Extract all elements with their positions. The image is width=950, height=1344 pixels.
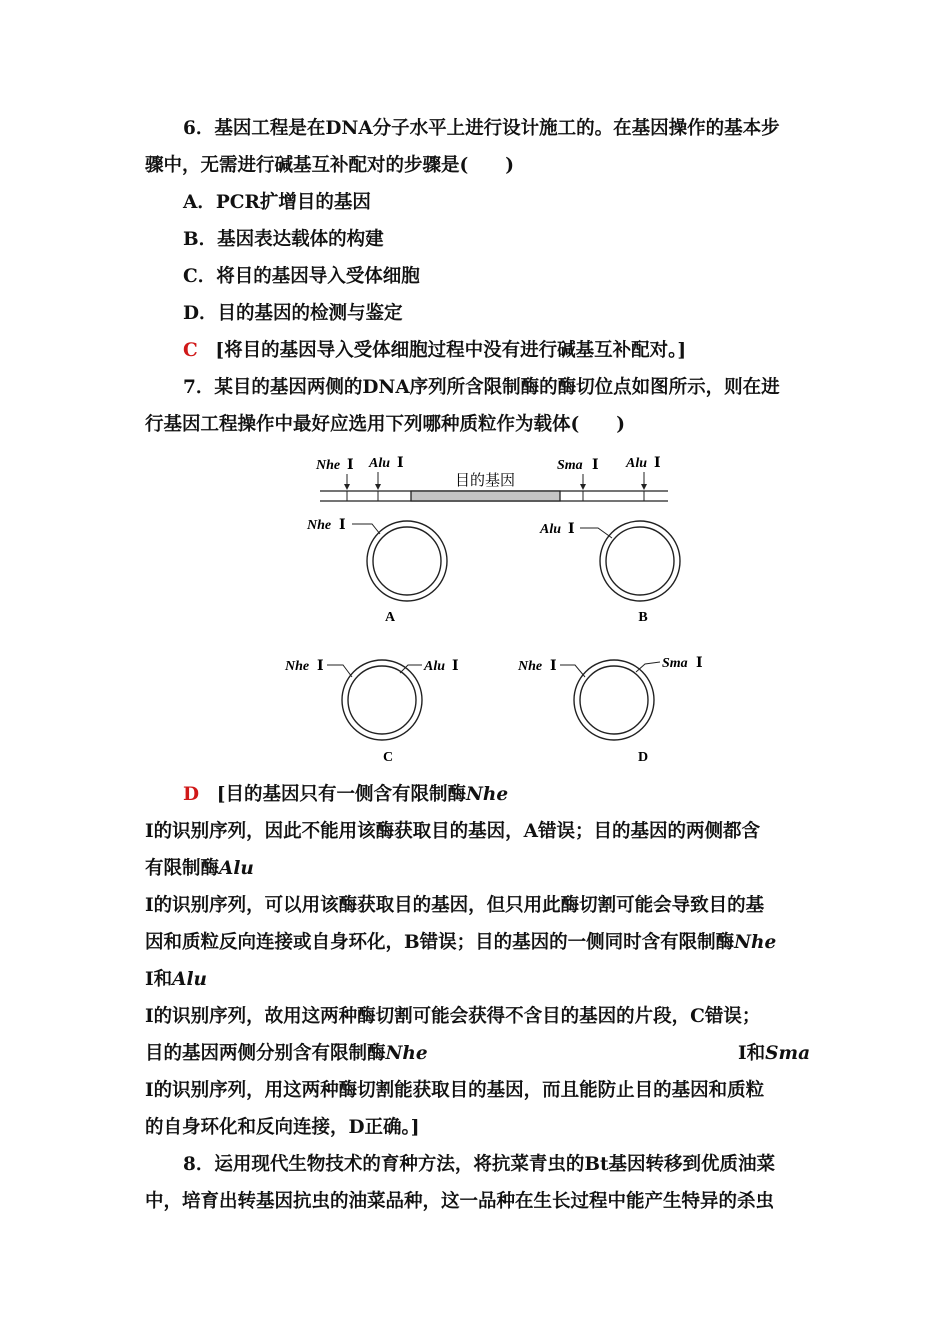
q7-answer-alu-2: Alu xyxy=(172,969,207,990)
target-gene-segment xyxy=(411,491,560,501)
q7-answer-p7: Ⅰ的识别序列，故用这两种酶切割可能会获得不含目的基因的片段，C错误； xyxy=(145,1006,761,1027)
q6-answer-explanation: [将目的基因导入受体细胞过程中没有进行碱基互补配对。] xyxy=(215,340,687,361)
plasmid-b-label: B xyxy=(638,610,648,625)
q7-stem-line1: 7．某目的基因两侧的DNA序列所含限制酶的酶切位点如图所示，则在进 xyxy=(183,377,780,398)
q6-option-c: C．将目的基因导入受体细胞 xyxy=(183,266,420,287)
q7-answer-line5 xyxy=(145,931,776,955)
q7-answer-sma: Sma xyxy=(765,1043,811,1064)
q7-answer-p9: Ⅰ的识别序列，用这两种酶切割能获取目的基因，而且能防止目的基因和质粒 xyxy=(145,1080,765,1101)
plasmid-c-site-nhe: Nhe xyxy=(285,659,310,674)
target-gene-label: 目的基因 xyxy=(454,473,516,489)
site-sma-top xyxy=(557,458,599,490)
plasmid-c-label: C xyxy=(382,750,394,765)
q6-option-b: B．基因表达载体的构建 xyxy=(183,229,384,250)
plasmid-d-site-roman-sma: Ⅰ xyxy=(696,656,703,671)
q7-answer-p5: 因和质粒反向连接或自身环化，B错误；目的基因的一侧同时含有限制酶 xyxy=(145,932,735,953)
plasmid-d xyxy=(517,656,703,765)
plasmid-a-label: A xyxy=(384,610,396,625)
site-nhe-top xyxy=(315,458,354,490)
q7-answer-nhe-1: Nhe xyxy=(465,784,509,805)
plasmid-c-site-roman-nhe: Ⅰ xyxy=(317,659,324,674)
q7-answer-letter: D xyxy=(183,784,200,805)
plasmid-d-site-sma: Sma xyxy=(662,656,688,671)
q7-answer-line8-right xyxy=(738,1042,810,1066)
site-roman-nhe: Ⅰ xyxy=(347,458,354,473)
q7-answer-line6 xyxy=(145,968,207,992)
plasmid-c xyxy=(284,659,459,765)
q7-answer-p10: 的自身环化和反向连接，D正确。] xyxy=(145,1117,420,1138)
site-label-sma: Sma xyxy=(557,458,583,473)
q6-option-d: D．目的基因的检测与鉴定 xyxy=(183,303,403,324)
site-alu-top-left xyxy=(368,456,404,490)
q7-answer-p2: Ⅰ的识别序列，因此不能用该酶获取目的基因，A错误；目的基因的两侧都含 xyxy=(145,821,761,842)
q7-answer-line3 xyxy=(145,857,254,881)
site-roman-alu-left: Ⅰ xyxy=(397,456,404,471)
q7-answer-p8b: Ⅰ和 xyxy=(738,1043,766,1064)
plasmid-d-site-nhe: Nhe xyxy=(518,659,543,674)
site-label-alu-left: Alu xyxy=(369,456,391,471)
plasmid-c-site-roman-alu: Ⅰ xyxy=(452,659,459,674)
plasmid-a-site-roman: Ⅰ xyxy=(339,518,346,533)
q8-stem-line1: 8．运用现代生物技术的育种方法，将抗菜青虫的Bt基因转移到优质油菜 xyxy=(183,1154,776,1175)
plasmid-b-site-roman: Ⅰ xyxy=(568,522,575,537)
q7-answer-alu-1: Alu xyxy=(219,858,254,879)
q7-stem-line2: 行基因工程操作中最好应选用下列哪种质粒作为载体( ) xyxy=(145,414,626,435)
q7-answer-line8 xyxy=(145,1042,428,1066)
q7-answer-p4: Ⅰ的识别序列，可以用该酶获取目的基因，但只用此酶切割可能会导致目的基 xyxy=(145,895,765,916)
dna-sequence-bar xyxy=(320,491,668,501)
q6-answer-letter: C xyxy=(183,340,198,361)
site-roman-sma: Ⅰ xyxy=(592,458,599,473)
q6-option-a: A．PCR扩增目的基因 xyxy=(183,192,371,213)
q7-answer-p6a: Ⅰ和 xyxy=(145,969,173,990)
q7-answer-p1: [目的基因只有一侧含有限制酶 xyxy=(216,784,466,805)
site-roman-alu-right: Ⅰ xyxy=(654,456,661,471)
plasmid-a xyxy=(306,518,447,625)
q7-answer-p3: 有限制酶 xyxy=(145,858,220,879)
site-alu-top-right xyxy=(625,456,661,490)
site-label-alu-right: Alu xyxy=(626,456,648,471)
q7-answer-nhe-2: Nhe xyxy=(734,932,777,953)
plasmid-a-site-nhe: Nhe xyxy=(307,518,332,533)
q7-answer-p8: 目的基因两侧分别含有限制酶 xyxy=(145,1043,386,1064)
plasmid-d-label: D xyxy=(637,750,649,765)
q7-answer-line1 xyxy=(183,783,508,807)
plasmid-d-site-roman-nhe: Ⅰ xyxy=(550,659,557,674)
q7-answer-nhe-3: Nhe xyxy=(385,1043,428,1064)
plasmid-b-site-alu: Alu xyxy=(540,522,562,537)
q6-stem-line2: 骤中，无需进行碱基互补配对的步骤是( ) xyxy=(145,155,515,176)
plasmid-c-site-alu: Alu xyxy=(424,659,446,674)
q8-stem-line2: 中，培育出转基因抗虫的油菜品种，这一品种在生长过程中能产生特异的杀虫 xyxy=(145,1191,775,1212)
plasmid-b xyxy=(539,521,680,625)
site-label-nhe: Nhe xyxy=(316,458,341,473)
q6-stem-line1: 6．基因工程是在DNA分子水平上进行设计施工的。在基因操作的基本步 xyxy=(183,118,780,139)
